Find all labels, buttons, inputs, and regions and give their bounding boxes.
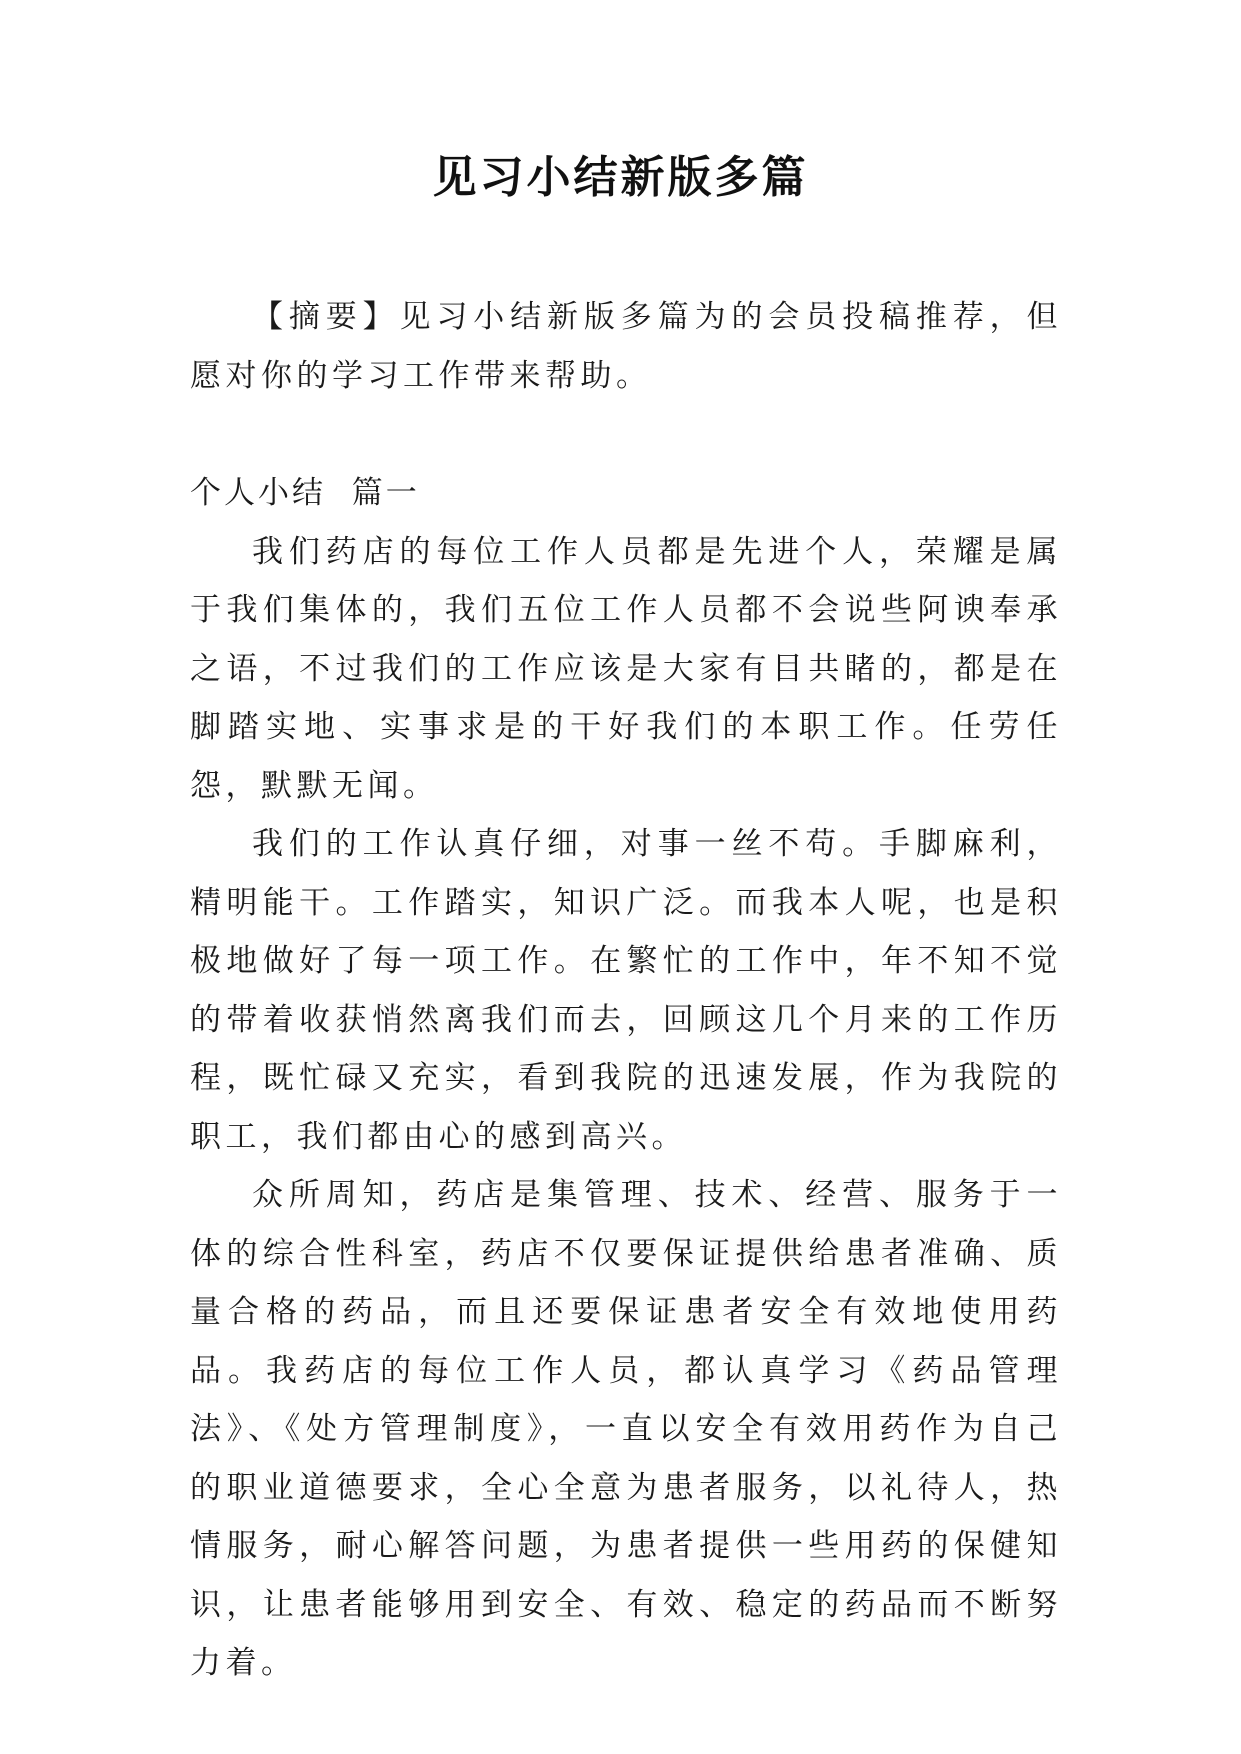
body-paragraph-3: 众所周知，药店是集管理、技术、经营、服务于一体的综合性科室，药店不仅要保证提供给患者准确、质量合格的药品，而且还要保证患者安全有效地使用药品。我药店的每位工作人员，都认真学习《药品管理法》、《处方管理制度》，一直以安全有效用药作为自己的职业道德要求，全心全意为患者服务，以礼待人，热情服务，耐心解答问题，为患者提供一些用药的保健知识，让患者能够用到安全、有效、稳定的药品而不断努力着。 <box>190 1177 1062 1681</box>
section-heading: 个人小结 篇一 <box>190 475 420 511</box>
section-body <box>190 464 1062 1693</box>
body-paragraph-1: 我们药店的每位工作人员都是先进个人，荣耀是属于我们集体的，我们五位工作人员都不会说些阿谀奉承之语，不过我们的工作应该是大家有目共睹的，都是在脚踏实地、实事求是的干好我们的本职工作。任劳任怨，默默无闻。 <box>190 533 1062 804</box>
abstract-block <box>190 288 1062 405</box>
document-title: 见习小结新版多篇 <box>432 152 809 203</box>
abstract-paragraph: 【摘要】见习小结新版多篇为的会员投稿推荐，但愿对你的学习工作带来帮助。 <box>190 299 1062 394</box>
body-paragraph-2: 我们的工作认真仔细，对事一丝不苟。手脚麻利，精明能干。工作踏实，知识广泛。而我本人呢，也是积极地做好了每一项工作。在繁忙的工作中，年不知不觉的带着收获悄然离我们而去，回顾这几个月来的工作历程，既忙碌又充实，看到我院的迅速发展，作为我院的职工，我们都由心的感到高兴。 <box>190 826 1062 1155</box>
